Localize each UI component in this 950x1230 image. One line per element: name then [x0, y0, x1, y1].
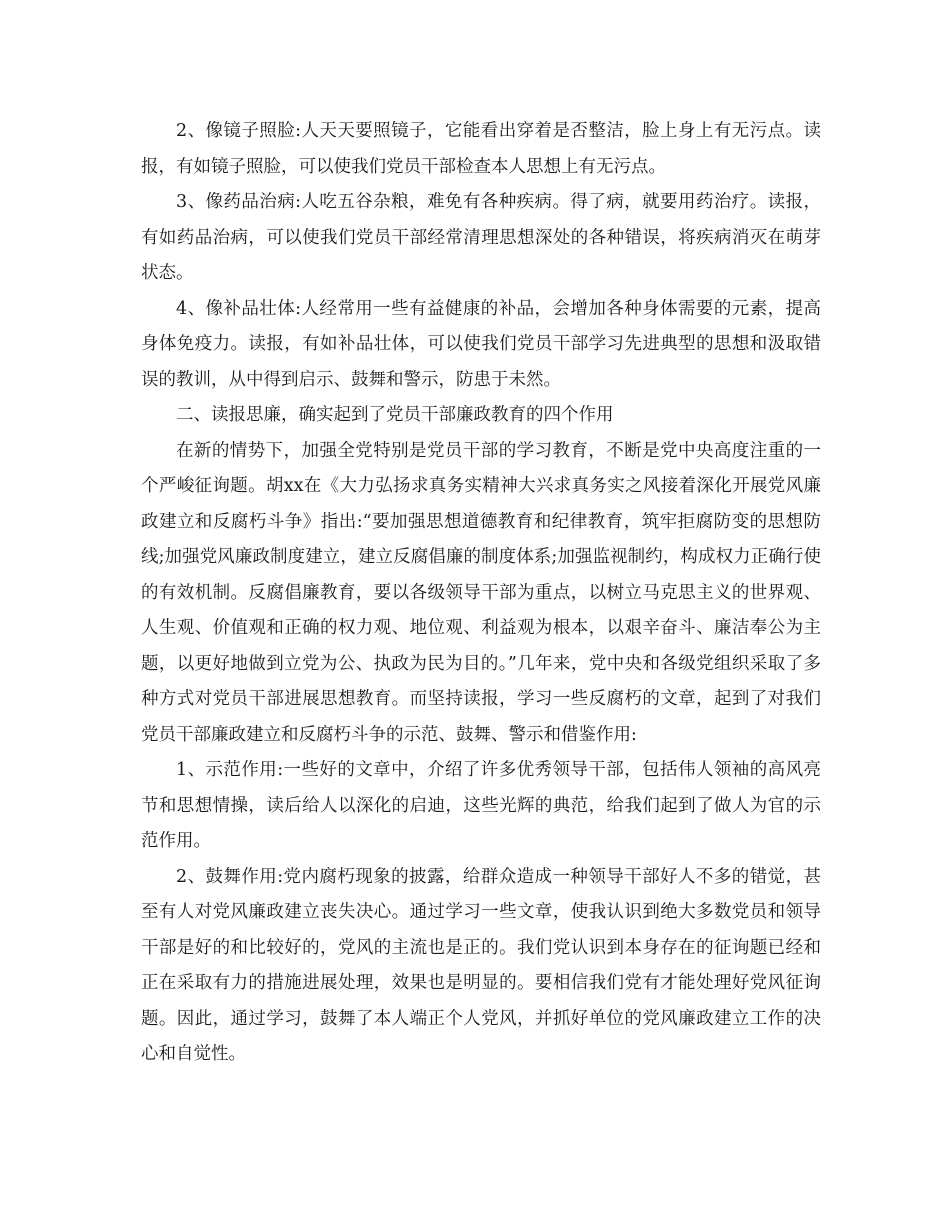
paragraph-medicine: 3、像药品治病:人吃五谷杂粮，难免有各种疾病。得了病，就要用药治疗。读报，有如药品治病，可以使我们党员干部经常清理思想深处的各种错误，将疾病消灭在萌芽状态。	[141, 192, 821, 283]
paragraph-tonic: 4、像补品壮体:人经常用一些有益健康的补品，会增加各种身体需要的元素，提高身体免疫力。读报，有如补品壮体，可以使我们党员干部学习先进典型的思想和汲取错误的教训，从中得到启示、鼓舞和警示，防患于未然。	[141, 298, 821, 390]
paragraph-mirror: 2、像镜子照脸:人天天要照镜子，它能看出穿着是否整洁，脸上身上有无污点。读报，有如镜子照脸，可以使我们党员干部检查本人思想上有无污点。	[141, 121, 821, 177]
paragraph-demonstration: 1、示范作用:一些好的文章中，介绍了许多优秀领导干部，包括伟人领袖的高风亮节和思想情操，读后给人以深化的启迪，这些光辉的典范，给我们起到了做人为官的示范作用。	[141, 760, 821, 851]
paragraph-encouragement: 2、鼓舞作用:党内腐朽现象的披露，给群众造成一种领导干部好人不多的错觉，甚至有人对党风廉政建立丧失决心。通过学习一些文章，使我认识到绝大多数党员和领导干部是好的和比较好的，党风的主流也是正的。我们党认识到本身存在的征询题已经和正在采取有力的措施进展处理，效果也是明显的。要相信我们党有才能处理好党风征询题。因此，通过学习，鼓舞了本人端正个人党风，并抓好单位的党风廉政建立工作的决心和自觉性。	[141, 866, 821, 1064]
document-body	[141, 114, 821, 1073]
section-heading: 二、读报思廉，确实起到了党员干部廉政教育的四个作用	[176, 405, 614, 425]
paragraph-new-situation: 在新的情势下，加强全党特别是党员干部的学习教育，不断是党中央高度注重的一个严峻征询题。胡xx在《大力弘扬求真务实精神大兴求真务实之风接着深化开展党风廉政建立和反腐朽斗争》指出:“要加强思想道德教育和纪律教育，筑牢拒腐防变的思想防线;加强党风廉政制度建立，建立反腐倡廉的制度体系;加强监视制约，构成权力正确行使的有效机制。反腐倡廉教育，要以各级领导干部为重点，以树立马克思主义的世界观、人生观、价值观和正确的权力观、地位观、利益观为根本，以艰辛奋斗、廉洁奉公为主题，以更好地做到立党为公、执政为民为目的。”几年来，党中央和各级党组织采取了多种方式对党员干部进展思想教育。而坚持读报，学习一些反腐朽的文章，起到了对我们党员干部廉政建立和反腐朽斗争的示范、鼓舞、警示和借鉴作用:	[141, 440, 821, 745]
